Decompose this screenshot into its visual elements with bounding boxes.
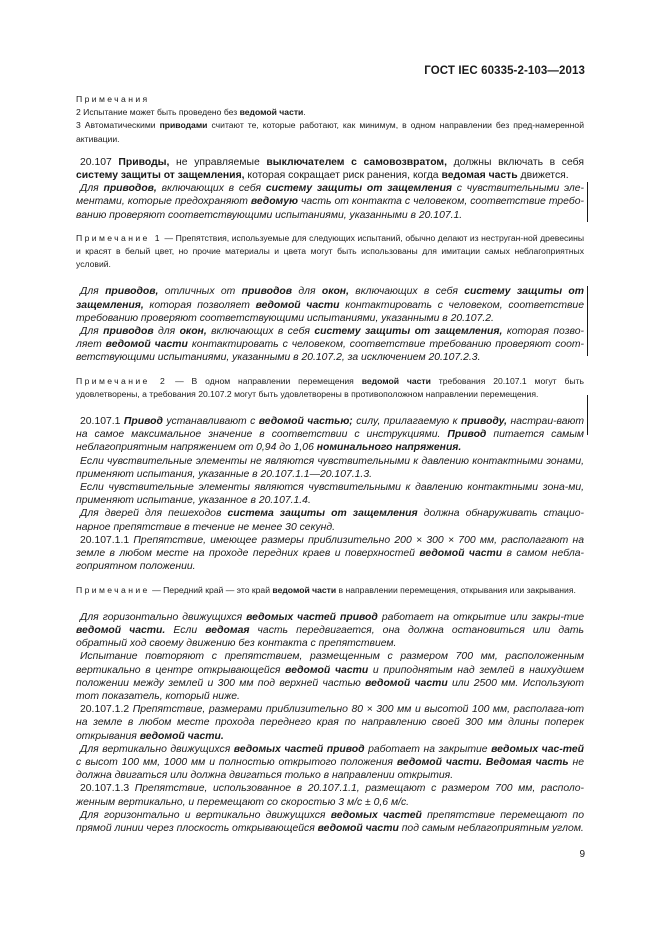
clause-20-107: 20.107 Приводы, не управляемые выключателем с самовозвратом, должны включать в себя систему защиты от защемления, которая сокращает риск ранения, когда ведомая часть движется. bbox=[76, 156, 584, 182]
change-bar bbox=[587, 286, 588, 356]
standard-designation: ГОСТ IEC 60335-2-103—2013 bbox=[424, 65, 585, 77]
note-2b: Примечание 2 — В одном направлении перемещения ведомой части требования 20.107.1 могут быть удовлетворены, а требования 20.107.2 могут быть удовлетворены в противоположном направлении перемещения. bbox=[76, 375, 584, 399]
clause-20-107-1-3: 20.107.1.3 Препятствие, использованное в 20.107.1.1, размещают с размером 700 мм, располо-женным вертикально, и перемещают со скоростью 3 м/с ± 0,6 м/с. bbox=[76, 783, 585, 808]
paragraph-window-drives: Для приводов для окон, включающих в себя систему защиты от защемления, которая позво-ляет ведомой части контактировать с человеком, соответствие требованию проверяют соот-ветствующими испытаниями, указанными в 20.107.2, за исключением 20.107.2.3. bbox=[76, 326, 584, 364]
change-bar bbox=[587, 182, 588, 222]
paragraph-sensitive-2: Если чувствительные элементы являются чувствительными к давлению контактными зона-ми, применяют испытание, указанное в 20.107.1.4. bbox=[76, 482, 584, 507]
paragraph-horizontal-vertical: Для горизонтально и вертикально движущихся ведомых частей препятствие перемещают по прямой линии через плоскость открывающейся ведомой части под самым неблагоприятным углом. bbox=[76, 809, 584, 834]
notes-title: Примечания bbox=[76, 94, 150, 104]
change-bar bbox=[587, 395, 588, 435]
note-3: 3 Автоматическими приводами считают те, которые работают, как минимум, в одном направлении без пред-намеренной активации. bbox=[76, 120, 585, 144]
note-front-edge: Примечание — Передний край — это край ведомой части в направлении перемещения, открывания или закрывания. bbox=[76, 584, 576, 595]
paragraph-repeat: Испытание повторяют с препятствием, размещенным с размером 700 мм, расположенным вертикально в центре открывающейся ведомой части и приподнятым над землей в наихудшем положении между землей и 300 мм под верхней частью ведомой части или 2500 мм. Используют тот показатель, который ниже. bbox=[76, 651, 584, 702]
paragraph-doors: Для дверей для пешеходов система защиты от защемления должна обнаруживать стацио-нарное препятствие в течение не менее 30 секунд. bbox=[76, 508, 584, 533]
page-number: 9 bbox=[579, 849, 585, 860]
paragraph-other-drives: Для приводов, отличных от приводов для окон, включающих в себя систему защиты от защемления, которая позволяет ведомой части контактировать с человеком, соответствие требованию проверяют соответствующими испытаниями, указанными в 20.107.2. bbox=[76, 286, 584, 324]
paragraph-horizontal: Для горизонтально движущихся ведомых частей привод работает на открытие или закры-тие ведомой части. Если ведомая часть передвигается, она должна остановиться или дать обратный ход своему движению без контакта с препятствием. bbox=[76, 611, 584, 650]
paragraph-vertical: Для вертикально движущихся ведомых частей привод работает на закрытие ведомых час-тей с высот 100 мм, 1000 мм и полностью открытого положения ведомой части. Ведомая часть не должна двигаться или должна двигаться только в направлении открытия. bbox=[76, 743, 585, 782]
clause-20-107-1-1: 20.107.1.1 Препятствие, имеющее размеры приблизительно 200 × 300 × 700 мм, располагают на земле в любом месте на проходе передних краев и поверхностей ведомой части в самом небла-гоприятном положении. bbox=[76, 534, 585, 573]
note-2: 2 Испытание может быть проведено без ведомой части. bbox=[76, 107, 306, 118]
note-1: Примечание 1 — Препятствия, используемые для следующих испытаний, обычно делают из неструган-ной древесины и красят в белый цвет, но прочие материалы и цвета могут быть использованы для имитации самых неблагоприятных условий. bbox=[76, 232, 584, 270]
page-content bbox=[76, 93, 584, 835]
paragraph-sensitive-1: Если чувствительные элементы не являются чувствительными к давлению контактными зонами, применяют испытания, указанные в 20.107.1.1—20.107.1.3. bbox=[76, 455, 584, 480]
clause-20-107-test: Для приводов, включающих в себя систему защиты от защемления с чувствительными эле-ментами, которые предохраняют ведомую часть от контакта с человеком, соответствие требо-ванию проверяют соответствующими испытаниями, указанными в 20.107.1. bbox=[76, 183, 584, 221]
clause-20-107-1: 20.107.1 Привод устанавливают с ведомой частью; силу, прилагаемую к приводу, настраи-вают на самое максимальное значение в соответствии с инструкциями. Привод питается самым неблагоприятным напряжением от 0,94 до 1,06 номинального напряжения. bbox=[76, 416, 584, 454]
clause-20-107-1-2: 20.107.1.2 Препятствие, размерами приблизительно 80 × 300 мм и высотой 100 мм, располага-ют на земле в любом месте прохода переднего края по направлению своей 300 мм длины поперек открывания ведомой части. bbox=[76, 704, 584, 742]
